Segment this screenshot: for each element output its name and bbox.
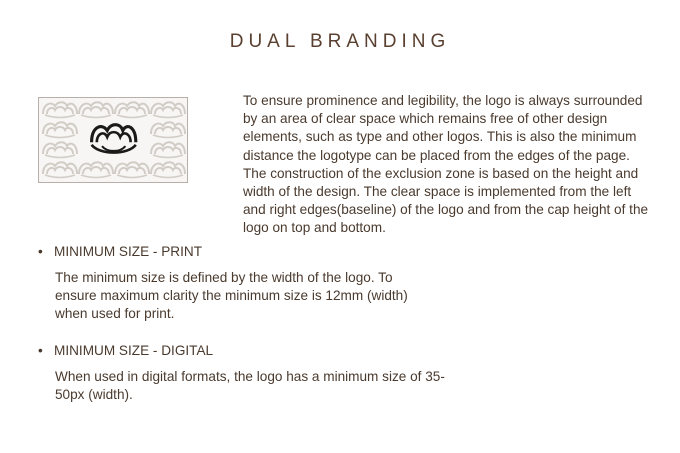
bullet: • — [38, 343, 43, 358]
monogram-logo-icon — [39, 98, 187, 182]
primary-logo — [92, 125, 136, 153]
heading-text: MINIMUM SIZE - PRINT — [54, 244, 203, 259]
logo-clear-space-diagram — [38, 97, 188, 183]
ghost-pattern — [43, 102, 185, 177]
heading-text: MINIMUM SIZE - DIGITAL — [54, 343, 214, 358]
page-title: DUAL BRANDING — [229, 31, 451, 52]
intro-paragraph: To ensure prominence and legibility, the logo is always surrounded by an area of clear space which remains free of other design elements, such as type and other logos. This is also the minimum distance the logotype can be placed from the edges of the page. The construction of the exclusion zone is based on the height and width of the design. The clear space is implemented from the left and right edges(baseline) of the logo and from the cap height of the logo on top and bottom. — [243, 93, 649, 236]
section-heading-digital — [38, 342, 213, 360]
section-body-print: The minimum size is defined by the width of the logo. To ensure maximum clarity the minimum size is 12mm (width) when used for print. — [55, 270, 408, 322]
bullet: • — [38, 244, 43, 259]
section-heading-print — [38, 243, 202, 261]
section-body-digital: When used in digital formats, the logo has a minimum size of 35-50px (width). — [55, 369, 445, 403]
